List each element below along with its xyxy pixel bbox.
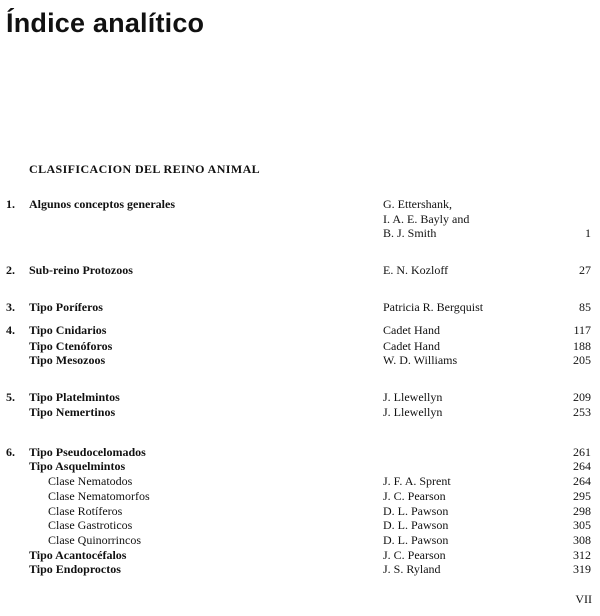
entry-page: 264 (573, 474, 591, 488)
entry-page: 1 (585, 226, 591, 240)
entry-author: Patricia R. Bergquist (383, 300, 484, 314)
entry-page: 85 (579, 300, 591, 314)
entry-title: Tipo Acantocéfalos (29, 548, 127, 562)
entry-author: Cadet Hand (383, 323, 440, 337)
entry-title: Sub-reino Protozoos (29, 263, 133, 277)
entry-author: J. F. A. Sprent (383, 474, 451, 488)
toc-row (0, 197, 600, 211)
toc-row (0, 405, 600, 419)
entry-number: 6. (6, 445, 15, 459)
toc-row (0, 459, 600, 473)
entry-page: 319 (573, 562, 591, 576)
toc-row (0, 226, 600, 240)
entry-title: Tipo Cnidarios (29, 323, 107, 337)
entry-page: 188 (573, 339, 591, 353)
entry-author: D. L. Pawson (383, 504, 449, 518)
toc-row (0, 518, 600, 532)
page-folio: VII (575, 592, 592, 606)
entry-page: 205 (573, 353, 591, 367)
toc-row (0, 263, 600, 277)
entry-number: 4. (6, 323, 15, 337)
entry-author: I. A. E. Bayly and (383, 212, 470, 226)
entry-title: Tipo Nemertinos (29, 405, 116, 419)
entry-number: 1. (6, 197, 15, 211)
entry-author: W. D. Williams (383, 353, 458, 367)
entry-number: 3. (6, 300, 15, 314)
entry-author: J. C. Pearson (383, 489, 446, 503)
entry-page: 298 (573, 504, 591, 518)
entry-page: 312 (573, 548, 591, 562)
entry-title: Tipo Poríferos (29, 300, 103, 314)
entry-page: 308 (573, 533, 591, 547)
entry-title: Clase Rotíferos (48, 504, 123, 518)
entry-page: 305 (573, 518, 591, 532)
page-title: Índice analítico (6, 8, 205, 38)
entry-author: D. L. Pawson (383, 533, 449, 547)
entry-page: 209 (573, 390, 591, 404)
entry-author: D. L. Pawson (383, 518, 449, 532)
toc-row (0, 504, 600, 518)
entry-author: E. N. Kozloff (383, 263, 449, 277)
toc-row (0, 300, 600, 314)
entry-page: 27 (579, 263, 591, 277)
entry-page: 117 (573, 323, 591, 337)
entry-page: 261 (573, 445, 591, 459)
toc-row (0, 533, 600, 547)
toc-row (0, 548, 600, 562)
entry-author: J. S. Ryland (383, 562, 441, 576)
toc-row (0, 445, 600, 459)
entry-author: B. J. Smith (383, 226, 437, 240)
toc-row (0, 390, 600, 404)
section-heading: CLASIFICACION DEL REINO ANIMAL (29, 162, 261, 176)
entry-author: G. Ettershank, (383, 197, 452, 211)
entry-title: Tipo Endoproctos (29, 562, 121, 576)
toc-row (0, 489, 600, 503)
entry-author: J. Llewellyn (383, 405, 443, 419)
entry-page: 253 (573, 405, 591, 419)
entry-title: Tipo Mesozoos (29, 353, 106, 367)
entry-title: Clase Nematodos (48, 474, 133, 488)
entry-page: 264 (573, 459, 591, 473)
toc-row (0, 474, 600, 488)
toc-row (0, 562, 600, 576)
entry-title: Tipo Ctenóforos (29, 339, 113, 353)
toc-row (0, 323, 600, 337)
entry-title: Clase Gastroticos (48, 518, 133, 532)
entry-page: 295 (573, 489, 591, 503)
entry-number: 5. (6, 390, 15, 404)
toc-row (0, 339, 600, 353)
entry-title: Clase Quinorrincos (48, 533, 141, 547)
entry-title: Tipo Asquelmintos (29, 459, 126, 473)
entry-title: Clase Nematomorfos (48, 489, 150, 503)
entry-title: Tipo Pseudocelomados (29, 445, 146, 459)
entry-author: Cadet Hand (383, 339, 440, 353)
toc-row (0, 353, 600, 367)
entry-author: J. C. Pearson (383, 548, 446, 562)
toc-row (0, 212, 600, 226)
entry-number: 2. (6, 263, 15, 277)
entry-title: Algunos conceptos generales (29, 197, 175, 211)
entry-title: Tipo Platelmintos (29, 390, 120, 404)
entry-author: J. Llewellyn (383, 390, 443, 404)
